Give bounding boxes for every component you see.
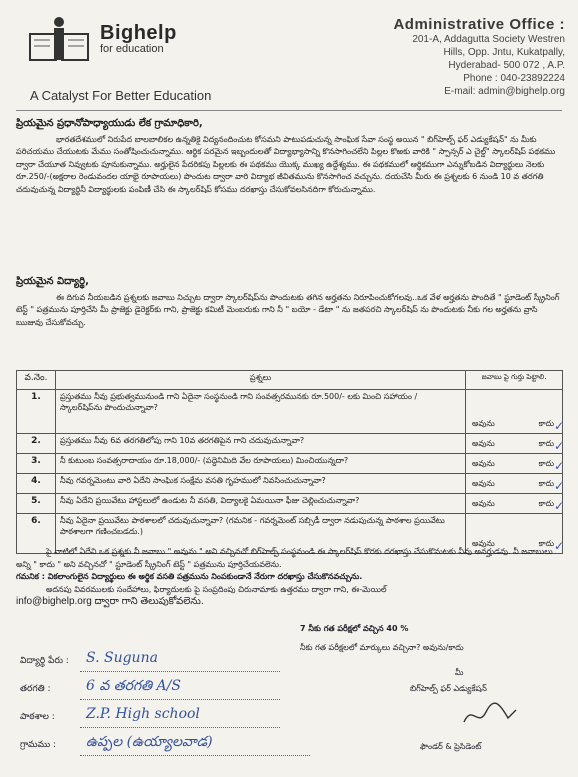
check-mark-icon: ✓: [553, 419, 564, 433]
table-row: [17, 390, 563, 434]
answer-no: కాదు: [538, 479, 554, 488]
col-header-questions: ప్రశ్నలు: [56, 371, 466, 390]
student-name-label: విద్యార్థి పేరు :: [20, 656, 69, 666]
answer-yes: అవును: [472, 439, 495, 448]
table-row: [17, 434, 563, 454]
col-header-answer: జవాబు పై గుర్తు పెట్టాలి.: [466, 371, 563, 390]
bighelp-logo-icon: [28, 16, 90, 64]
table-row: [17, 474, 563, 494]
answer-yes: అవును: [472, 539, 495, 548]
contact-paragraph: అదనపు వివరములకు సందేహాలు, ఫిర్యాదులకు పై సంప్రదింపు చిరునామాకు ఉత్తరము ద్వారా గాని, ఈ-మెయిల్: [46, 584, 387, 594]
office-line: Hills, Opp. Jntu, Kukatpally,: [443, 47, 565, 58]
signoff-title: ఫౌండర్ & ప్రెసిడెంట్: [420, 742, 482, 751]
check-mark-icon: ✓: [553, 439, 564, 453]
office-phone: Phone : 040-23892224: [463, 73, 565, 84]
questions-table: [16, 370, 563, 554]
row-question: నీవు గవర్నమెంటు వారి ఏదేని సాంఘిక సంక్షేమ వసతి గృహములో నివసించుచున్నావా?: [56, 474, 466, 494]
row-number: 6.: [17, 514, 56, 554]
check-mark-icon: ✓: [553, 539, 564, 553]
marks-question: నీకు గత పరీక్షలలో మార్కులు వచ్చినా? అవును/కాదు: [300, 643, 464, 652]
class-value[interactable]: 6 వ తరగతి A/S: [86, 678, 181, 694]
row-question: నీవు ఏదైనా ప్రయివేటు పాఠశాలలో చదువుచున్నావా? (గమనిక - గవర్నమెంట్ సబ్సిడీ ద్వారా నడుపుచున్న పాఠశాల ప్రయివేటు పాఠశాలగా గణించబడదు.): [56, 514, 466, 554]
answer-no: కాదు: [538, 499, 554, 508]
row-question: ప్రస్తుతము నీవు ప్రభుత్వమునుండి గాని ఏదైనా సంస్థనుండి గాని సంవత్సరమునకు రూ.500/- లకు మించి సహాయం / స్కాలర్‌షిప్‌ను పొందుచున్నావా?: [56, 390, 466, 434]
village-label: గ్రామము :: [20, 740, 57, 750]
check-mark-icon: ✓: [553, 499, 564, 513]
office-line: 201-A, Addagutta Society Westren: [412, 34, 565, 45]
village-underline: [80, 754, 310, 756]
contact-email: info@bighelp.org ద్వారా గాని తెలుపుకోవలెను.: [16, 596, 204, 607]
answer-cell[interactable]: [466, 434, 563, 454]
class-label: తరగతి :: [20, 684, 51, 694]
brand-name: Bighelp: [100, 22, 177, 44]
school-underline: [80, 726, 280, 728]
answer-no: కాదు: [538, 459, 554, 468]
answer-yes: అవును: [472, 479, 495, 488]
signoff-yours: మీ: [455, 668, 464, 677]
col-header-number: వ.నెం.: [17, 371, 56, 390]
answer-cell[interactable]: [466, 390, 563, 434]
greeting-student: ప్రియమైన విద్యార్థి,: [16, 276, 89, 287]
letter-body-1: [16, 118, 562, 196]
office-address: [340, 16, 565, 98]
office-line: Hyderabad- 500 072 , A.P.: [448, 60, 565, 71]
office-title: Administrative Office :: [393, 16, 565, 33]
greeting: ప్రియమైన ప్రధానోపాధ్యాయుడు లేక గ్రామాధికారి,: [16, 118, 203, 129]
instructions: [16, 546, 562, 609]
row-number: 5.: [17, 494, 56, 514]
paragraph-2: ఈ దిగువ నీయబడిన ప్రశ్నలకు జవాబు నిచ్చుట ద్వారా స్కాలర్‌షిప్‌ను పొందుటకు తగిన అర్హతను నిరూపించుకోగలవు..ఒక వేళ అర్హతను పొందితే " స్టూడెంట్ స్క్రీనింగ్ టెస్ట్ " పత్రమును పూర్తిచేసి మీ ప్రాజెక్టు డైరెక్టర్‌కు గాని, ప్రాజెక్టు కమిటీ మెంబరుకు గాని నీ " బయో - డేటా " ను జతపరచి స్కాలర్‌షిప్ ను పొందుటకు నీకు గల అర్హతను వ్రాసి ఋజువు చేసుకోవచ్చు.: [16, 292, 560, 327]
row-number: 2.: [17, 434, 56, 454]
tagline: A Catalyst For Better Education: [30, 88, 212, 103]
letter-body-2: [16, 276, 562, 329]
disability-note: గమనిక : వికలాంగులైన విద్యార్థులు ఈ అర్థిక వసతి పత్రమును నింపకుండానే నేరుగా దరఖాస్తు చేసుకొనవచ్చును.: [16, 572, 363, 581]
row-number: 4.: [17, 474, 56, 494]
signature-icon: [460, 700, 520, 730]
office-email: E-mail: admin@bighelp.org: [444, 86, 565, 97]
answer-cell[interactable]: [466, 454, 563, 474]
row-question: ప్రస్తుతము నీవు 6వ తరగతిలోపు గాని 10వ తరగతిపైన గాని చదువుచున్నావా?: [56, 434, 466, 454]
school-value[interactable]: Z.P. High school: [86, 706, 200, 722]
table-row: [17, 494, 563, 514]
row-question: నీ కుటుంబ సంవత్సరాదాయం రూ.18,000/- (పద్దెనిమిది వేల రూపాయలు) మించియున్నదా?: [56, 454, 466, 474]
answer-cell[interactable]: [466, 474, 563, 494]
class-underline: [80, 698, 280, 700]
answer-yes: అవును: [472, 499, 495, 508]
paragraph-1: భారతదేశములో నిరుపేద బాలబాలికల ఉన్నతికై విద్యనందించుట కోసమని పాటుపడుచున్న సాంఘిక సేవా సంస్థ అయిన " బిగ్‌హెల్ప్ ఫర్ ఎడ్యుకేషన్" ను మీకు పరిచయము చేయుటకు మేము సంతోషించుచున్నాము. ఆర్థిక పరమైన ఇబ్బందులతో విద్యాభ్యాసాన్ని కొనసాగించలేని పిల్లల కొఱకు వారికి " స్పాన్సర్ ఎ చైల్డ్" స్కాలర్‌షిప్ పథకము ద్వారా చేయూత నివ్వుటకు పూనుకున్నాము. అర్హులైన పేదరికపు పిల్లలకు ఈ పథకము యొక్క ముఖ్య ఉద్దేశ్యము. ఈ పథకములో ఆర్థికముగా ఎన్నుకోబడిన విద్యార్థులు నెలకు రూ.250/-(అక్షరాల రెండువందల యాభై రూపాయలు) పొందుట ద్వారా వారి విద్యాభ జీవితమును కొనసాగించ వచ్చును. దయచేసి మీరు ఈ ప్రశ్నలకు 6 నుండి 10 వ తరగతి చదువుచున్న విద్యార్థినీ విద్యార్థులకు పంపిణీ చేసి ఈ స్కాలర్‌షిప్ కోసము దరఖాస్తు చేసుకోవలసినదిగా కోరుచున్నాము.: [16, 134, 556, 194]
row-number: 1.: [17, 390, 56, 434]
student-name-value[interactable]: S. Suguna: [86, 650, 158, 666]
check-mark-icon: ✓: [553, 479, 564, 493]
check-mark-icon: ✓: [553, 459, 564, 473]
answer-yes: అవును: [472, 419, 495, 428]
eligibility-paragraph: పై వాటిలో ఏదేని ఒక ప్రశ్నకు నీ జవాబు " అవును " అని వచ్చినచో బిగ్‌హెల్ప్ సంస్థనుండి ఈ స్కాలర్‌షిప్ కొరకు దరఖాస్తు చేసుకొనుటకు నీవు అనర్హుడవు. నీ జవాబులు అన్ని " కాదు " అని వచ్చినచో " స్టూడెంట్ స్క్రీనింగ్ టెస్ట్ " పత్రమును పూర్తిచేయవలెను.: [16, 547, 553, 569]
school-label: పాఠశాల :: [20, 712, 55, 722]
answer-no: కాదు: [538, 439, 554, 448]
table-header-row: [17, 371, 563, 390]
answer-cell[interactable]: [466, 494, 563, 514]
marks-note: 7 నీకు గత పరీక్షలో వచ్చిన 40 %: [300, 624, 409, 633]
signoff-org: బిగ్‌హెల్ప్ ఫర్ ఎడ్యుకేషన్: [410, 684, 487, 693]
brand-subtitle: for education: [100, 43, 164, 55]
answer-no: కాదు: [538, 419, 554, 428]
answer-no: కాదు: [538, 539, 554, 548]
village-value[interactable]: ఉప్పల (ఉయ్యాలవాడ): [86, 734, 213, 750]
brand: [100, 22, 177, 55]
header-divider: [16, 110, 562, 111]
answer-yes: అవును: [472, 459, 495, 468]
student-name-underline: [80, 670, 280, 672]
row-number: 3.: [17, 454, 56, 474]
row-question: నీవు ఏదేని ప్రయివేటు హాస్టలులో ఉండుట నీ వసతి, విద్యాలకై ఏమయినా ఫీజు చెల్లించుచున్నావా?: [56, 494, 466, 514]
table-row: [17, 454, 563, 474]
